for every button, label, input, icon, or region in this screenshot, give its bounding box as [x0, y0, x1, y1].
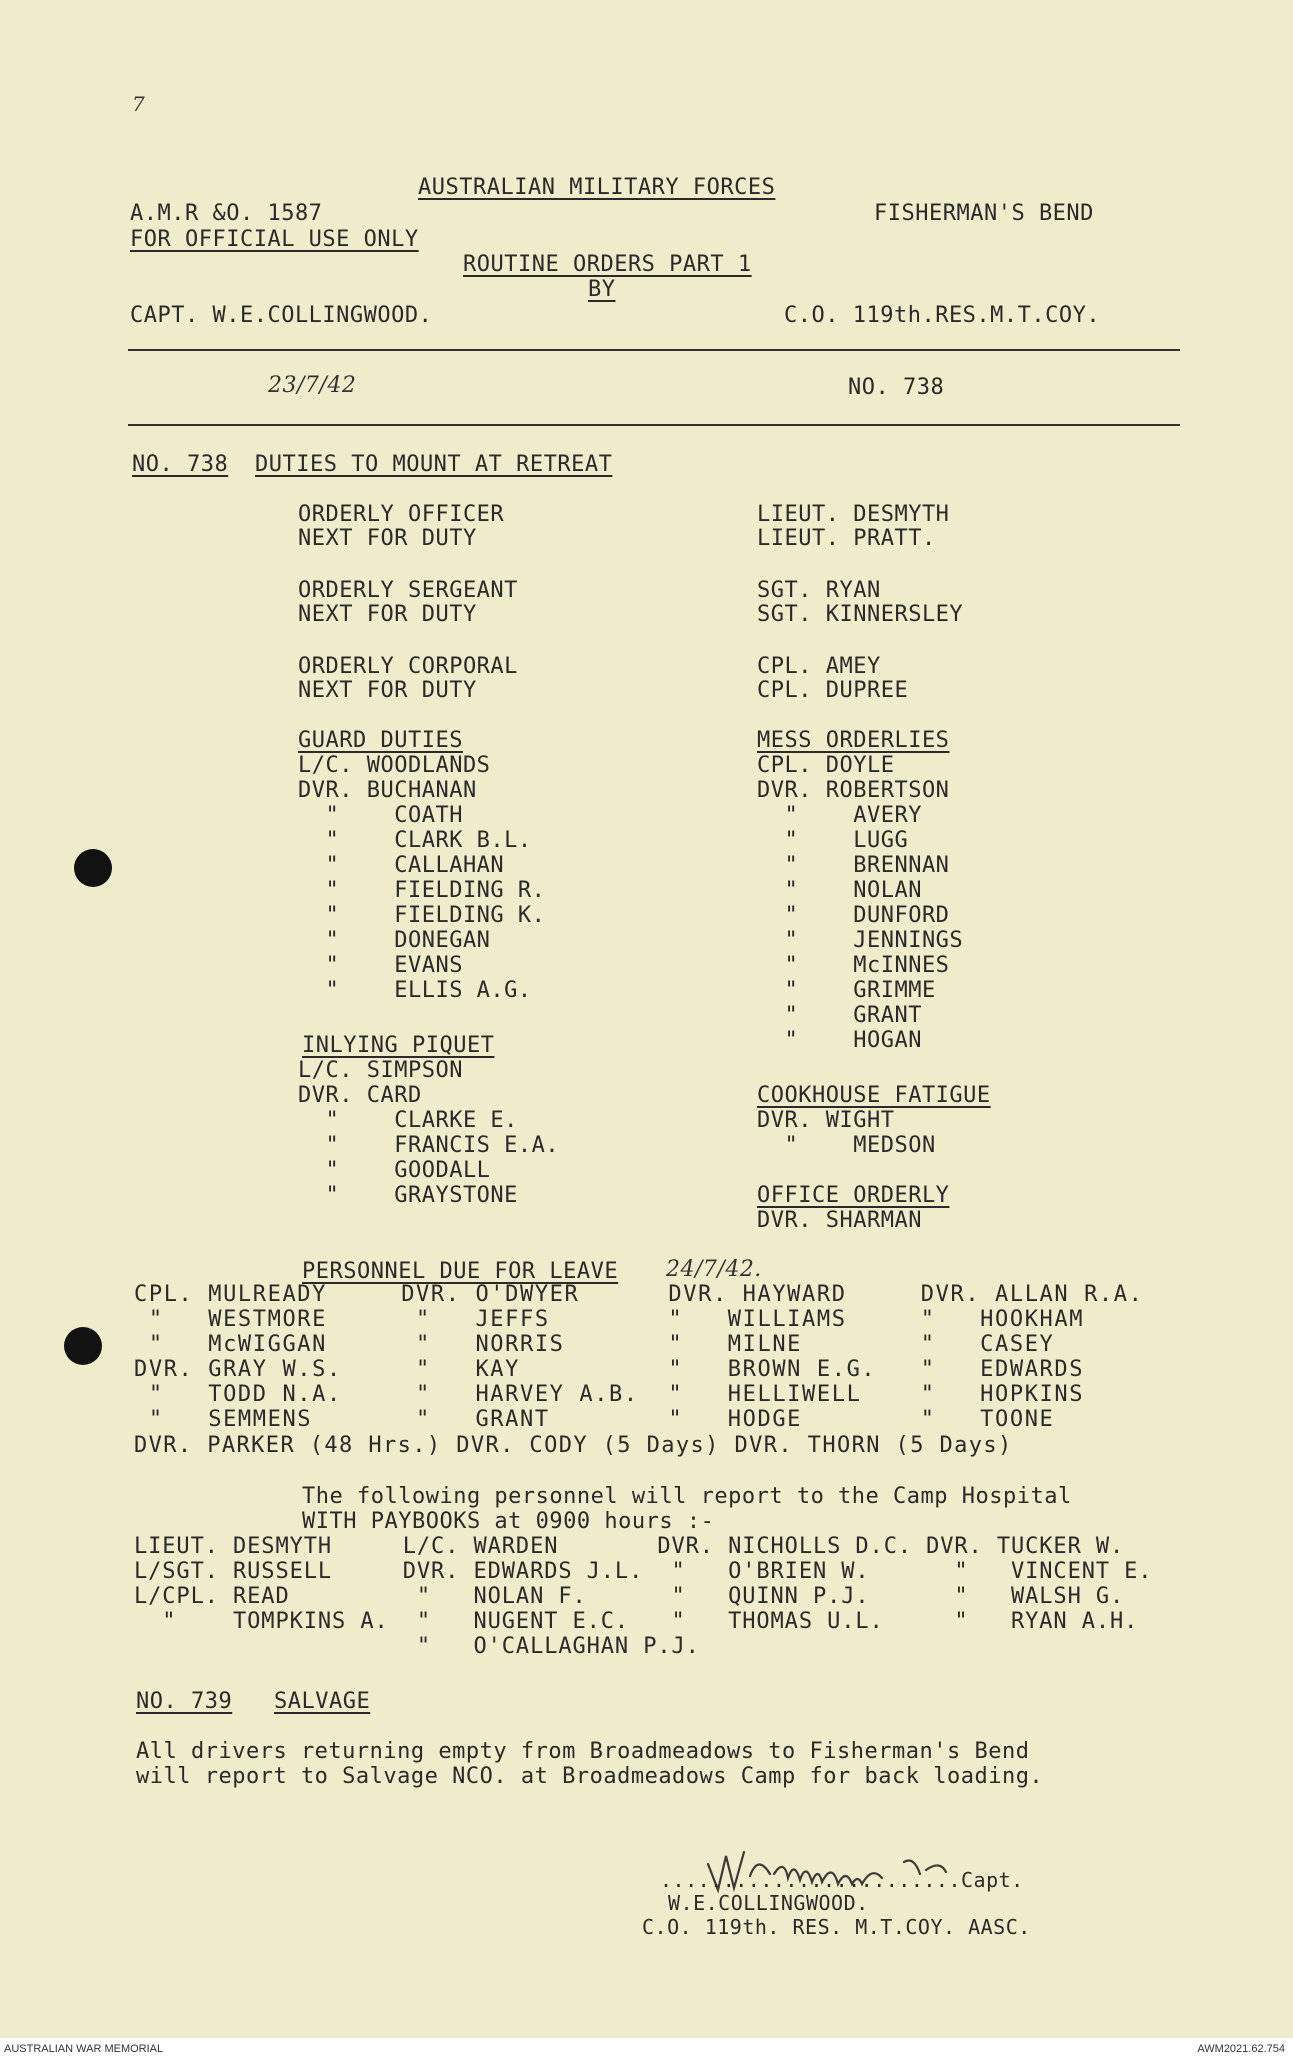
duty-name: SGT. RYAN — [757, 578, 881, 603]
unit-name: C.O. 119th.RES.M.T.COY. — [784, 303, 1101, 328]
salvage-text: will report to Salvage NCO. at Broadmeadows Camp for back loading. — [136, 1764, 1044, 1789]
hospital-intro: The following personnel will report to the Camp Hospital — [302, 1484, 1072, 1509]
signature-name: W.E.COLLINGWOOD. — [668, 1891, 869, 1915]
restriction: FOR OFFICIAL USE ONLY — [130, 227, 419, 252]
guard-line: " CALLAHAN — [298, 853, 505, 878]
duty-role: ORDERLY CORPORAL — [298, 654, 518, 679]
piquet-line: DVR. CARD — [298, 1083, 422, 1108]
mess-line: " LUGG — [757, 828, 909, 853]
location: FISHERMAN'S BEND — [874, 201, 1094, 226]
leave-row: DVR. GRAY W.S. " KAY " BROWN E.G. " EDWARDS — [134, 1357, 1085, 1382]
mess-line: " JENNINGS — [757, 928, 964, 953]
section-number: NO. 739 — [136, 1689, 233, 1714]
leave-extra: DVR. PARKER (48 Hrs.) DVR. CODY (5 Days) DVR. THORN (5 Days) — [134, 1433, 1013, 1458]
hospital-row: L/SGT. RUSSELL DVR. EDWARDS J.L. " O'BRIEN W. " VINCENT E. — [134, 1559, 1153, 1584]
duty-name: LIEUT. DESMYTH — [757, 502, 950, 527]
form-ref: A.M.R &O. 1587 — [130, 201, 323, 226]
duty-role: ORDERLY SERGEANT — [298, 578, 518, 603]
guard-title: GUARD DUTIES — [298, 728, 463, 753]
punch-hole — [64, 1327, 102, 1365]
mess-line: " McINNES — [757, 953, 950, 978]
header-rule — [128, 424, 1180, 426]
leave-row: " McWIGGAN " NORRIS " MILNE " CASEY — [134, 1332, 1055, 1357]
duty-name: LIEUT. PRATT. — [757, 526, 936, 551]
mess-line: " GRIMME — [757, 978, 936, 1003]
hospital-row: " O'CALLAGHAN P.J. — [134, 1634, 700, 1659]
hospital-intro: WITH PAYBOOKS at 0900 hours :- — [302, 1509, 715, 1534]
duty-name: SGT. KINNERSLEY — [757, 602, 964, 627]
mess-line: CPL. DOYLE — [757, 753, 895, 778]
leave-row: " TODD N.A. " HARVEY A.B. " HELLIWELL " HOPKINS — [134, 1382, 1085, 1407]
guard-line: " CLARK B.L. — [298, 828, 532, 853]
order-date: 23/7/42 — [268, 373, 357, 398]
piquet-line: L/C. SIMPSON — [298, 1058, 463, 1083]
office-line: DVR. SHARMAN — [757, 1208, 922, 1233]
duty-name: CPL. AMEY — [757, 654, 881, 679]
cookhouse-title: COOKHOUSE FATIGUE — [757, 1083, 991, 1108]
archive-footer — [0, 2038, 1293, 2061]
mess-line: DVR. ROBERTSON — [757, 778, 950, 803]
cookhouse-line: DVR. WIGHT — [757, 1108, 895, 1133]
duty-role: ORDERLY OFFICER — [298, 502, 505, 527]
guard-line: " FIELDING K. — [298, 903, 546, 928]
leave-date: 24/7/42. — [666, 1257, 762, 1282]
salvage-text: All drivers returning empty from Broadmeadows to Fisherman's Bend — [136, 1739, 1030, 1764]
guard-line: " EVANS — [298, 953, 463, 978]
officer-name: CAPT. W.E.COLLINGWOOD. — [130, 303, 433, 328]
archive-name: AUSTRALIAN WAR MEMORIAL — [4, 2043, 164, 2055]
mess-line: " BRENNAN — [757, 853, 950, 878]
guard-line: L/C. WOODLANDS — [298, 753, 491, 778]
mess-line: " AVERY — [757, 803, 922, 828]
mess-line: " NOLAN — [757, 878, 922, 903]
piquet-line: " GOODALL — [298, 1158, 491, 1183]
duty-role: NEXT FOR DUTY — [298, 678, 477, 703]
mess-title: MESS ORDERLIES — [757, 728, 950, 753]
signature-unit: C.O. 119th. RES. M.T.COY. AASC. — [642, 1915, 1031, 1939]
header-title: AUSTRALIAN MILITARY FORCES — [418, 175, 776, 200]
guard-line: DVR. BUCHANAN — [298, 778, 477, 803]
piquet-line: " GRAYSTONE — [298, 1183, 518, 1208]
guard-line: " ELLIS A.G. — [298, 978, 532, 1003]
leave-title: PERSONNEL DUE FOR LEAVE — [302, 1259, 619, 1284]
order-number: NO. 738 — [848, 375, 945, 400]
hospital-row: L/CPL. READ " NOLAN F. " QUINN P.J. " WALSH G. — [134, 1584, 1125, 1609]
hospital-row: LIEUT. DESMYTH L/C. WARDEN DVR. NICHOLLS D.C. DVR. TUCKER W. — [134, 1534, 1125, 1559]
by-label: BY — [588, 277, 616, 302]
mess-line: " DUNFORD — [757, 903, 950, 928]
hospital-row: " TOMPKINS A. " NUGENT E.C. " THOMAS U.L. " RYAN A.H. — [134, 1609, 1139, 1634]
guard-line: " FIELDING R. — [298, 878, 546, 903]
piquet-title: INLYING PIQUET — [302, 1033, 495, 1058]
piquet-line: " CLARKE E. — [298, 1108, 518, 1133]
mess-line: " GRANT — [757, 1003, 922, 1028]
header-rule — [128, 349, 1180, 351]
leave-row: " SEMMENS " GRANT " HODGE " TOONE — [134, 1407, 1055, 1432]
signature-line: ........................Capt. — [660, 1868, 1024, 1892]
section-number: NO. 738 — [132, 452, 229, 477]
duty-role: NEXT FOR DUTY — [298, 526, 477, 551]
duty-name: CPL. DUPREE — [757, 678, 909, 703]
mess-line: " HOGAN — [757, 1028, 922, 1053]
cookhouse-line: " MEDSON — [757, 1133, 936, 1158]
catalogue-number: AWM2021.62.754 — [1197, 2043, 1285, 2055]
section-title: DUTIES TO MOUNT AT RETREAT — [255, 452, 613, 477]
section-title: SALVAGE — [274, 1689, 371, 1714]
punch-hole — [74, 849, 112, 887]
leave-row: CPL. MULREADY DVR. O'DWYER DVR. HAYWARD DVR. ALLAN R.A. — [134, 1282, 1144, 1307]
guard-line: " DONEGAN — [298, 928, 491, 953]
duty-role: NEXT FOR DUTY — [298, 602, 477, 627]
guard-line: " COATH — [298, 803, 463, 828]
leave-row: " WESTMORE " JEFFS " WILLIAMS " HOOKHAM — [134, 1307, 1085, 1332]
piquet-line: " FRANCIS E.A. — [298, 1133, 560, 1158]
hand-mark: 7 — [132, 92, 146, 116]
office-title: OFFICE ORDERLY — [757, 1183, 950, 1208]
routine-orders-title: ROUTINE ORDERS PART 1 — [463, 252, 752, 277]
